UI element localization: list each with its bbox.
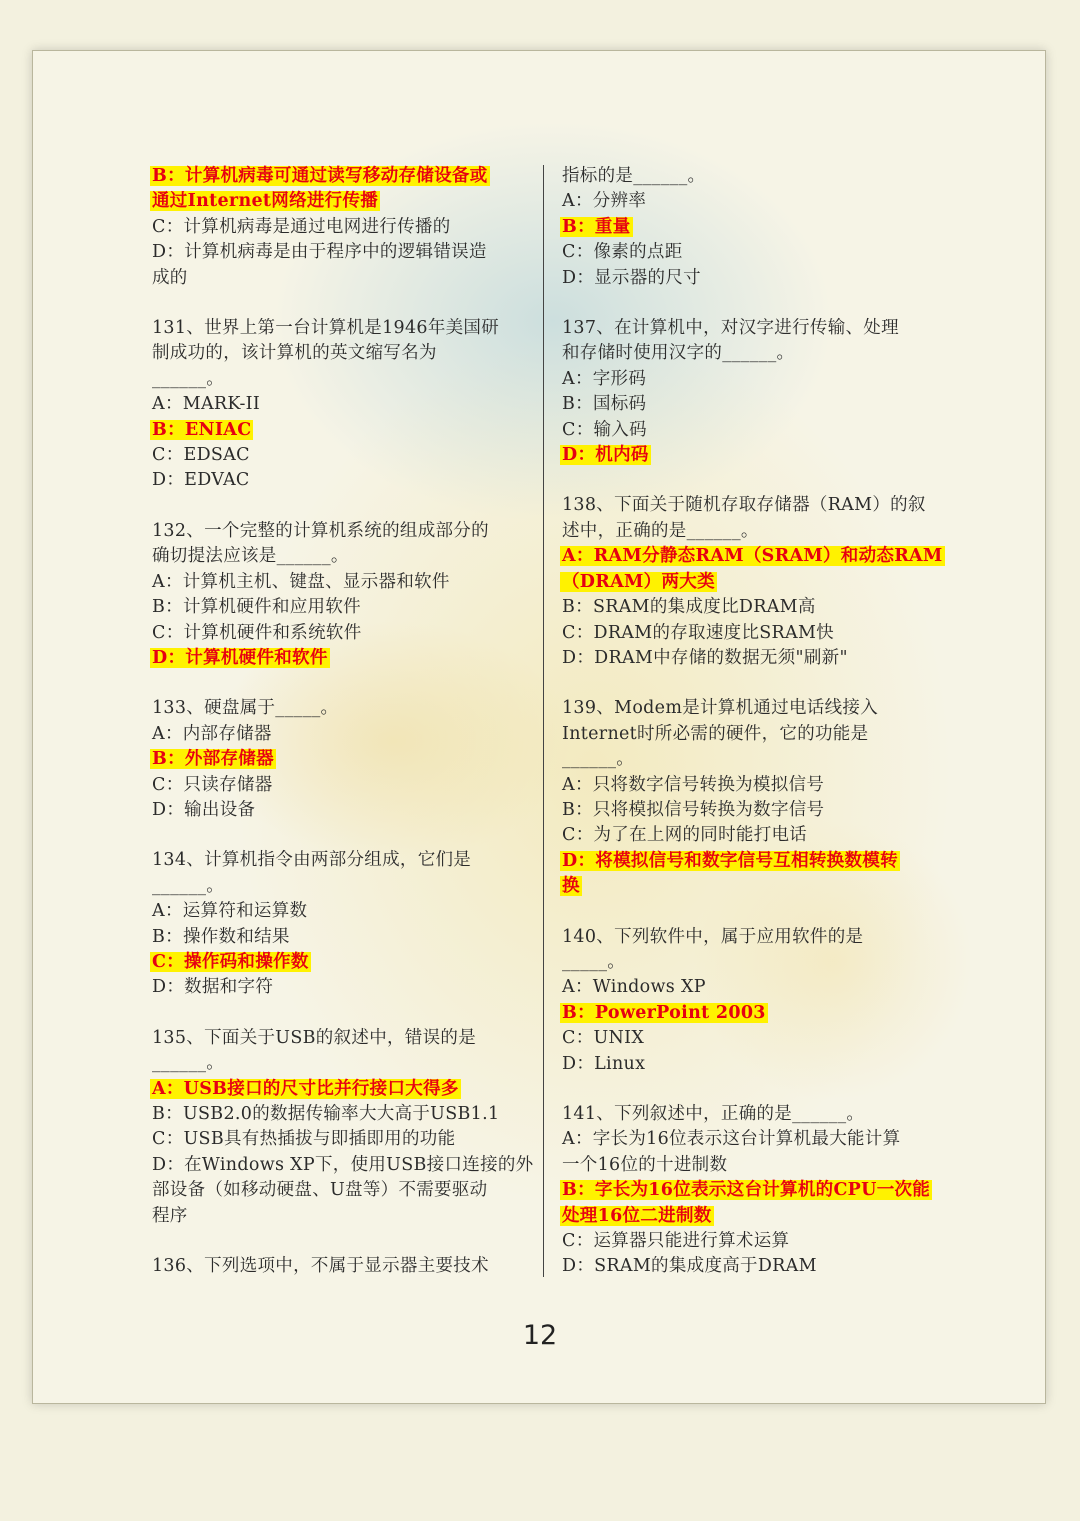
option-c: C：计算机硬件和系统软件: [152, 622, 362, 643]
right-column: [562, 164, 943, 1305]
option-c: C：USB具有热插拔与即插即用的功能: [152, 1129, 456, 1150]
option-b-correct: B：ENIAC: [152, 419, 252, 440]
question-stem: 137、在计算机中，对汉字进行传输、处理: [562, 318, 899, 339]
question-stem: ______。: [152, 368, 225, 389]
option-d: D：输出设备: [152, 799, 256, 820]
question-137: [562, 316, 937, 468]
option-b-correct: B：计算机病毒可通过读写移动存储设备或: [152, 166, 488, 186]
option-c: C：EDSAC: [152, 445, 250, 466]
question-stem: ______。: [562, 749, 635, 770]
option-b: B：计算机硬件和应用软件: [152, 597, 361, 618]
question-stem: 指标的是______。: [562, 166, 706, 186]
option-a: A：运算符和运算数: [152, 901, 308, 922]
question-stem: 136、下列选项中，不属于显示器主要技术: [152, 1256, 489, 1277]
option-d-correct: D：计算机硬件和软件: [152, 647, 328, 668]
question-stem: 述中，正确的是______。: [562, 520, 759, 541]
option-d: D：DRAM中存储的数据无须"刷新": [562, 647, 848, 668]
question-stem: ______。: [152, 1053, 225, 1074]
question-stem: 140、下列软件中，属于应用软件的是: [562, 926, 864, 947]
option-d-correct: D：将模拟信号和数字信号互相转换数模转: [562, 850, 898, 871]
option-a-correct: A：USB接口的尺寸比并行接口大得多: [152, 1078, 459, 1099]
question-136-head: [152, 1254, 527, 1279]
question-stem: 138、下面关于随机存取存储器（RAM）的叙: [562, 495, 926, 516]
option-b-correct: B：字长为16位表示这台计算机的CPU一次能: [562, 1180, 931, 1201]
option-b-correct-cont: 处理16位二进制数: [562, 1205, 712, 1226]
option-a: A：内部存储器: [152, 723, 272, 744]
option-d: D：在Windows XP下，使用USB接口连接的外: [152, 1154, 534, 1175]
option-b-correct: B：重量: [562, 216, 631, 237]
question-stem: _____。: [562, 951, 626, 972]
question-stem: 141、下列叙述中，正确的是______。: [562, 1104, 865, 1124]
option-a: A：分辨率: [562, 191, 647, 212]
column-divider: [543, 165, 544, 1277]
question-stem: 134、计算机指令由两部分组成，它们是: [152, 850, 472, 871]
option-c: C：DRAM的存取速度比SRAM快: [562, 622, 834, 643]
option-b-correct: B：PowerPoint 2003: [562, 1002, 766, 1023]
option-c-correct: C：操作码和操作数: [152, 951, 309, 972]
question-stem: 和存储时使用汉字的______。: [562, 343, 795, 364]
option-b-correct: B：外部存储器: [152, 749, 274, 770]
option-c: C：为了在上网的同时能打电话: [562, 825, 808, 846]
left-column: [152, 164, 534, 1304]
option-d: D：显示器的尺寸: [562, 267, 701, 288]
option-a: A：只将数字信号转换为模拟信号: [562, 774, 825, 795]
option-d: D：数据和字符: [152, 977, 274, 998]
question-stem: 139、Modem是计算机通过电话线接入: [562, 698, 879, 719]
option-b: B：SRAM的集成度比DRAM高: [562, 597, 816, 618]
option-a: A：计算机主机、键盘、显示器和软件: [152, 571, 450, 592]
question-stem: 132、一个完整的计算机系统的组成部分的: [152, 520, 489, 541]
option-c: C：运算器只能进行算术运算: [562, 1231, 790, 1252]
question-132: [152, 519, 527, 671]
option-b: B：USB2.0的数据传输率大大高于USB1.1: [152, 1104, 500, 1124]
option-c: C：像素的点距: [562, 242, 683, 263]
option-a: A：字长为16位表示这台计算机最大能计算: [562, 1129, 901, 1150]
option-d-cont: 成的: [152, 267, 188, 288]
option-d: D：SRAM的集成度高于DRAM: [562, 1256, 817, 1277]
page-number: 12: [522, 1320, 558, 1351]
option-b: B：操作数和结果: [152, 926, 290, 947]
option-b: B：只将模拟信号转换为数字信号: [562, 799, 825, 820]
question-139: [562, 696, 937, 899]
question-136-tail: [562, 164, 937, 291]
option-a: A：MARK-II: [152, 394, 261, 415]
question-stem: 133、硬盘属于_____。: [152, 698, 339, 719]
question-stem: 135、下面关于USB的叙述中，错误的是: [152, 1027, 476, 1048]
option-a-correct: A：RAM分静态RAM（SRAM）和动态RAM: [562, 546, 943, 567]
option-d: D：Linux: [562, 1053, 646, 1074]
option-a: A：字形码: [562, 368, 647, 389]
option-b-correct-cont: 通过Internet网络进行传播: [152, 191, 379, 212]
question-140: [562, 925, 937, 1077]
question-stem: ______。: [152, 875, 225, 896]
option-b: B：国标码: [562, 394, 647, 415]
option-c: C：只读存储器: [152, 774, 273, 795]
option-d-correct: D：机内码: [562, 445, 649, 466]
question-stem: 制成功的，该计算机的英文缩写名为: [152, 343, 437, 364]
question-stem: 131、世界上第一台计算机是1946年美国研: [152, 318, 500, 339]
option-d: D：计算机病毒是由于程序中的逻辑错误造: [152, 242, 487, 263]
question-stem: Internet时所必需的硬件，它的功能是: [562, 723, 869, 744]
option-d-cont: 部设备（如移动硬盘、U盘等）不需要驱动: [152, 1180, 488, 1201]
option-d-cont: 程序: [152, 1205, 188, 1226]
option-a-cont: 一个16位的十进制数: [562, 1154, 728, 1175]
option-c: C：输入码: [562, 419, 647, 440]
question-stem: 确切提法应该是______。: [152, 546, 349, 567]
option-c: C：计算机病毒是通过电网进行传播的: [152, 216, 451, 237]
question-130-tail: [152, 164, 527, 291]
option-a: A：Windows XP: [562, 977, 706, 998]
question-135: [152, 1026, 534, 1229]
option-d: D：EDVAC: [152, 470, 250, 491]
option-d-correct-cont: 换: [562, 876, 580, 897]
question-141: [562, 1102, 937, 1280]
option-c: C：UNIX: [562, 1028, 645, 1049]
question-133: [152, 696, 527, 823]
option-a-correct-cont: （DRAM）两大类: [562, 571, 715, 592]
question-131: [152, 316, 527, 494]
question-134: [152, 848, 527, 1000]
question-138: [562, 493, 943, 671]
